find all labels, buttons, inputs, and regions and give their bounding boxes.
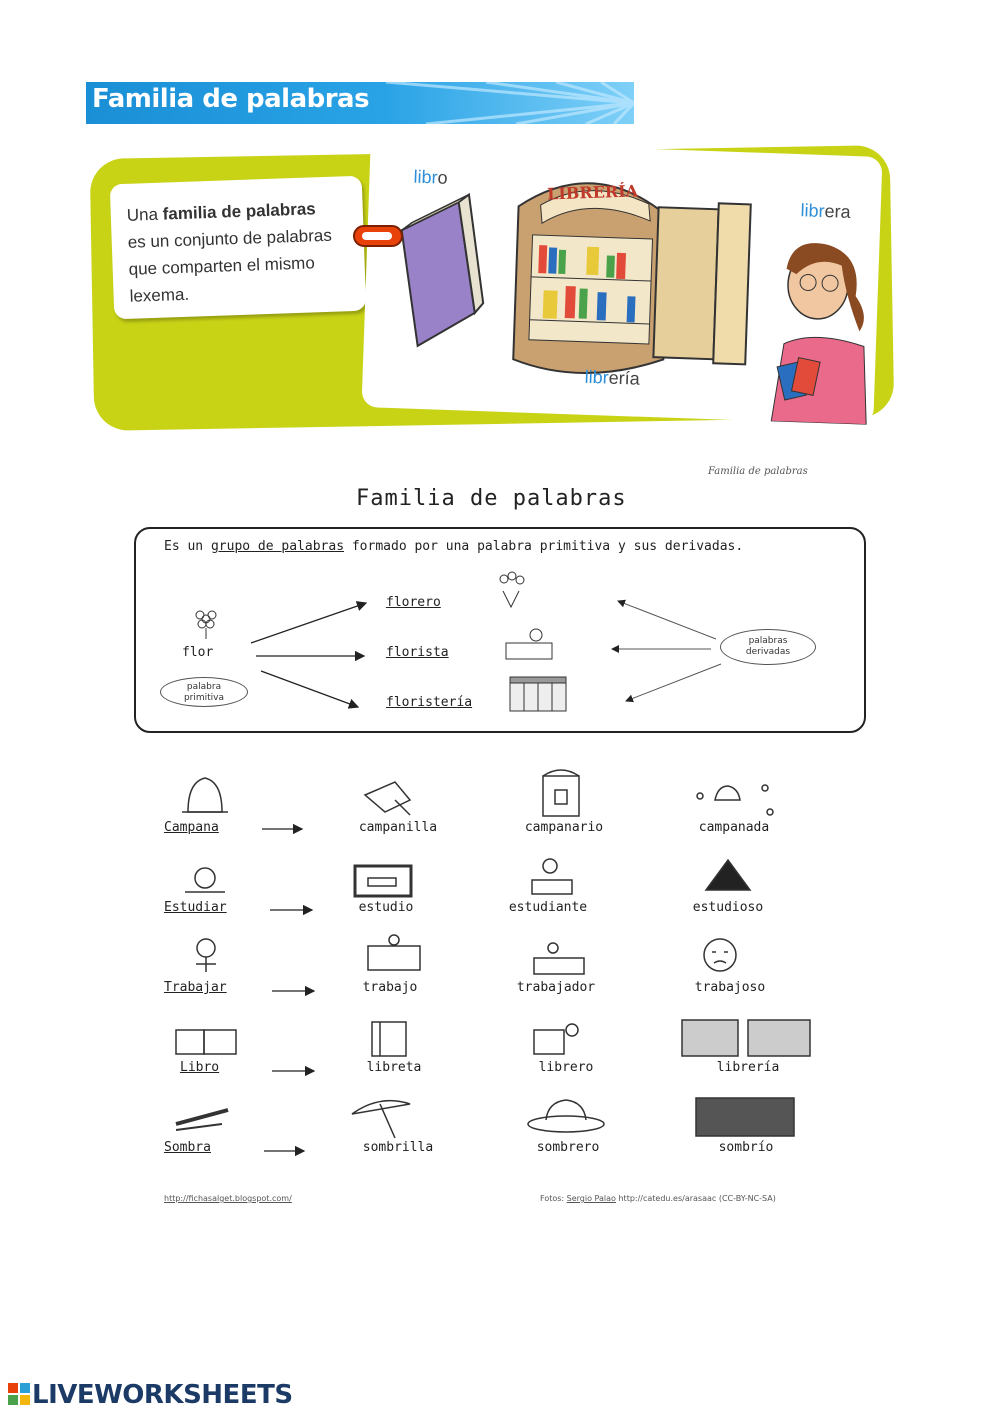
definition-line4: lexema. (129, 284, 190, 306)
bell-ringing-icon (697, 785, 773, 815)
credits-author[interactable]: Sergio Palao (566, 1194, 616, 1203)
family-word: estudio (358, 900, 414, 915)
definition-term: familia de palabras (162, 199, 317, 224)
bookseller-icon (534, 1024, 578, 1054)
family-word: sombrío (718, 1140, 774, 1155)
definition-pre: Una (126, 204, 164, 225)
family-base-1: Campana (164, 820, 219, 835)
derived-label (720, 629, 816, 665)
family-word: trabajoso (694, 980, 766, 995)
lexeme: libr (413, 166, 438, 188)
suffix: era (824, 201, 851, 222)
footer-credits (540, 1194, 776, 1203)
tired-face-icon (704, 939, 736, 971)
book-icon (398, 192, 487, 348)
shadow-icon (176, 1110, 228, 1130)
student-icon (532, 859, 572, 894)
family-base-2: Estudiar (164, 900, 227, 915)
family-word: estudioso (692, 900, 764, 915)
bookshop-icon (513, 181, 751, 379)
family-base-4: Libro (180, 1060, 220, 1075)
banner-title: Familia de palabras (92, 84, 370, 114)
logo-text: LIVEWORKSHEETS (32, 1380, 293, 1410)
librarian-icon (771, 242, 872, 425)
gloomy-forest-icon (696, 1098, 794, 1136)
lexeme: libr (800, 200, 825, 222)
family-word: trabajo (362, 980, 418, 995)
suffix: ería (608, 367, 641, 389)
derived-word-2: florista (386, 645, 449, 660)
family-word: campanada (698, 820, 770, 835)
definition-line2: es un conjunto de palabras (127, 225, 333, 252)
word-libreria (584, 367, 640, 390)
word-libro (413, 167, 448, 189)
bookstore-icon (682, 1020, 810, 1056)
bell-tower-icon (543, 770, 579, 816)
bookshop-sign: LIBRERÍA (546, 181, 639, 204)
family-word: librero (538, 1060, 594, 1075)
primitive-label-line2: primitiva (183, 693, 225, 703)
family-word: sombrero (536, 1140, 600, 1155)
hat-icon (528, 1100, 604, 1132)
primitive-word: flor (182, 645, 214, 660)
shop-icon (510, 677, 566, 711)
family-word: estudiante (508, 900, 588, 915)
definition-text (126, 194, 360, 310)
logo-mark-icon (8, 1383, 30, 1405)
family-word: campanario (524, 820, 604, 835)
family-word: trabajador (516, 980, 596, 995)
family-word: librería (716, 1060, 780, 1075)
worker-icon (196, 939, 216, 972)
diagram-box (134, 527, 866, 733)
derived-word-3: floristería (386, 695, 473, 710)
family-word: sombrilla (362, 1140, 434, 1155)
work-icon (368, 935, 420, 970)
definition-pre: Es un (164, 539, 211, 554)
derived-word-1: florero (386, 595, 441, 610)
definition-box (110, 176, 367, 320)
primitive-label-line1: palabra (186, 682, 222, 692)
study-room-icon (355, 866, 411, 896)
suffix: o (437, 167, 448, 188)
lexeme: libr (584, 366, 610, 388)
credits-pre: Fotos: (540, 1194, 567, 1203)
notebook-icon (372, 1022, 406, 1056)
definition-post: formado por una palabra primitiva y sus derivadas. (344, 539, 744, 554)
derived-label-line2: derivadas (745, 647, 791, 657)
illustration-panel (361, 139, 882, 425)
primitive-label (160, 677, 248, 707)
worksheet-title: Familia de palabras (356, 486, 627, 511)
open-book-icon (176, 1030, 236, 1054)
bell-icon (182, 778, 228, 812)
worker-desk-icon (534, 943, 584, 974)
flower-icon (196, 611, 216, 639)
credits-post: http://catedu.es/arasaac (CC-BY-NC-SA) (615, 1194, 776, 1203)
family-base-3: Trabajar (164, 980, 227, 995)
page-caption: Familia de palabras (708, 466, 808, 477)
liveworksheets-logo[interactable] (8, 1380, 293, 1410)
sunburst-decoration (386, 82, 634, 124)
student-studying-icon (185, 868, 225, 892)
definition-line3: que comparten el mismo (128, 253, 316, 279)
definition-underlined: grupo de palabras (210, 539, 345, 554)
family-word: libreta (366, 1060, 422, 1075)
vase-icon (500, 572, 524, 607)
studious-icon (706, 860, 750, 890)
family-word: campanilla (358, 820, 438, 835)
handbell-icon (365, 782, 410, 815)
family-base-5: Sombra (164, 1140, 211, 1155)
word-librera (800, 200, 851, 223)
umbrella-icon (352, 1101, 410, 1138)
clip-icon (352, 220, 406, 254)
derived-label-line1: palabras (748, 636, 788, 646)
florist-icon (506, 629, 552, 659)
footer-source-link[interactable]: http://fichasalget.blogspot.com/ (164, 1194, 292, 1203)
section-banner (86, 82, 634, 124)
